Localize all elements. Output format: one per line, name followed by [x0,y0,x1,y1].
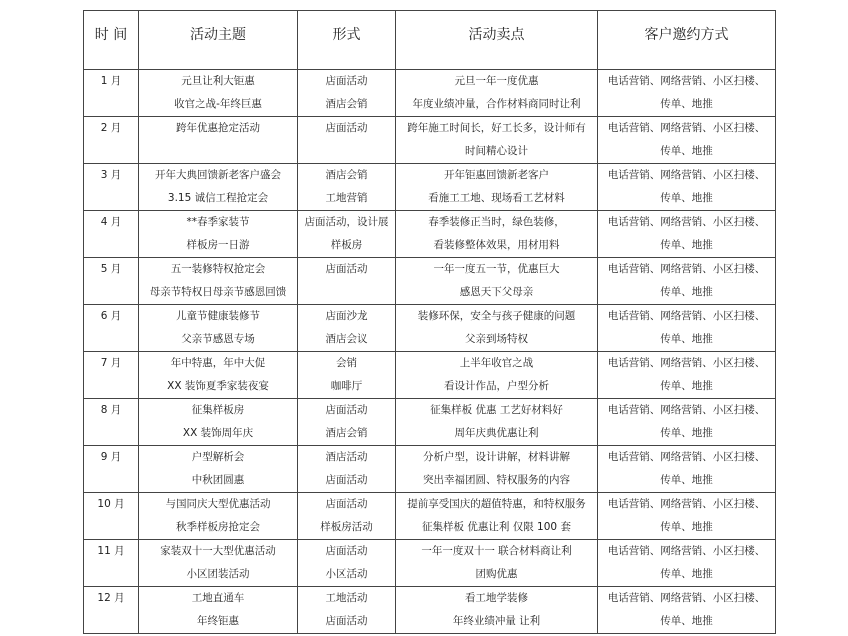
invite-method-cell [598,164,776,211]
selling-points-cell-line: 年度业绩冲量，合作材料商同时让利 [412,98,581,110]
selling-points-cell [396,117,598,164]
invite-method-cell [598,493,776,540]
theme-cell [139,211,298,258]
invite-method-cell-line: 传单、地推 [660,98,713,110]
selling-points-cell-line: 元旦一年一度优惠 [454,75,539,87]
theme-cell [139,352,298,399]
selling-points-cell [396,211,598,258]
theme-cell-line: 征集样板房 [191,404,245,416]
month-cell: 1 月 [84,70,139,117]
theme-cell-line: 小区团装活动 [186,568,250,580]
form-cell [298,587,396,634]
form-cell-line: 店面活动 [325,545,368,557]
invite-method-cell-line: 电话营销、网络营销、小区扫楼、 [607,498,766,510]
invite-method-cell-line: 传单、地推 [660,615,713,627]
selling-points-cell-line: 看装修整体效果，用材用料 [433,239,560,251]
invite-method-cell-line: 电话营销、网络营销、小区扫楼、 [607,216,766,228]
invite-method-cell-line: 传单、地推 [660,474,713,486]
theme-cell-line: 儿童节健康装修节 [176,310,260,322]
selling-points-cell-line: 一年一度五一节，优惠巨大 [433,263,560,275]
selling-points-cell-line: 上半年收官之战 [459,357,534,369]
invite-method-cell-line: 传单、地推 [660,333,713,345]
invite-method-cell [598,117,776,164]
month-cell: 7 月 [84,352,139,399]
theme-cell-line: 中秋团圆惠 [191,474,245,486]
form-cell-line: 会销 [336,357,357,369]
theme-cell [139,493,298,540]
month-cell: 8 月 [84,399,139,446]
selling-points-cell-line: 看工地学装修 [465,592,528,604]
invite-method-cell-line: 电话营销、网络营销、小区扫楼、 [607,545,766,557]
form-cell-line: 工地活动 [325,592,368,604]
table-row [84,258,776,305]
invite-method-cell [598,399,776,446]
theme-cell [139,446,298,493]
theme-cell-line: 与国同庆大型优惠活动 [165,498,271,510]
theme-cell-line: 3.15 诚信工程抢定会 [167,192,269,204]
theme-cell-line: 跨年优惠抢定活动 [176,122,260,134]
form-cell-line: 小区活动 [325,568,368,580]
month-cell: 4 月 [84,211,139,258]
invite-method-cell-line: 电话营销、网络营销、小区扫楼、 [607,75,766,87]
month-cell: 11 月 [84,540,139,587]
invite-method-cell-line: 传单、地推 [660,427,713,439]
invite-method-cell-line: 电话营销、网络营销、小区扫楼、 [607,404,766,416]
month-cell: 3 月 [84,164,139,211]
form-cell-line: 工地营销 [325,192,368,204]
form-cell [298,211,396,258]
form-cell-line: 店面活动 [325,498,368,510]
form-cell-line: 店面沙龙 [325,310,368,322]
selling-points-cell [396,587,598,634]
selling-points-cell-line: 感恩天下父母亲 [459,286,534,298]
invite-method-cell-line: 传单、地推 [660,380,713,392]
form-cell-line: 店面活动 [325,474,368,486]
theme-cell-line: XX 装饰夏季家装夜宴 [167,380,269,392]
selling-points-cell-line: 装修环保，安全与孩子健康的问题 [417,310,576,322]
form-cell-line: 样板房活动 [320,521,373,533]
form-cell [298,399,396,446]
selling-points-cell-line: 年终业绩冲量 让利 [452,615,541,627]
selling-points-cell [396,164,598,211]
selling-points-cell-line: 看设计作品，户型分析 [444,380,549,392]
table-row [84,587,776,634]
theme-cell-line: 开年大典回馈新老客户盛会 [155,169,281,181]
form-cell-line: 店面活动 [325,122,368,134]
month-cell: 9 月 [84,446,139,493]
form-cell [298,540,396,587]
selling-points-cell-line: 征集样板 优惠让利 仅限 100 套 [422,521,571,533]
selling-points-cell [396,352,598,399]
selling-points-cell-line: 看施工工地、现场看工艺材料 [428,192,565,204]
form-cell [298,352,396,399]
theme-cell [139,587,298,634]
invite-method-cell-line: 电话营销、网络营销、小区扫楼、 [607,169,766,181]
table-row [84,493,776,540]
selling-points-cell [396,258,598,305]
theme-cell [139,399,298,446]
form-cell-line: 酒店会销 [325,169,368,181]
table-row [84,211,776,258]
month-cell: 5 月 [84,258,139,305]
header-theme: 活动主题 [139,11,298,70]
theme-cell-line: 秋季样板房抢定会 [176,521,260,533]
form-cell-line: 店面活动，设计展 [304,216,389,228]
theme-cell-line: 工地直通车 [191,592,245,604]
theme-cell-line: 样板房一日游 [186,239,250,251]
selling-points-cell-line: 春季装修正当时，绿色装修， [428,216,565,228]
activity-plan-table [83,10,776,634]
theme-cell [139,70,298,117]
invite-method-cell [598,258,776,305]
selling-points-cell-line: 开年钜惠回馈新老客户 [444,169,549,181]
selling-points-cell [396,540,598,587]
header-form: 形式 [298,11,396,70]
selling-points-cell [396,305,598,352]
header-row [84,11,776,70]
invite-method-cell [598,540,776,587]
header-time: 时 间 [84,11,139,70]
month-cell: 6 月 [84,305,139,352]
selling-points-cell [396,399,598,446]
invite-method-cell [598,305,776,352]
selling-points-cell-line: 跨年施工时间长，好工长多，设计师有 [407,122,586,134]
invite-method-cell-line: 电话营销、网络营销、小区扫楼、 [607,122,766,134]
selling-points-cell-line: 分析户型，设计讲解，材料讲解 [423,451,570,463]
table-row [84,117,776,164]
form-cell-line: 样板房 [330,239,363,251]
month-cell: 12 月 [84,587,139,634]
invite-method-cell [598,211,776,258]
theme-cell-line: **春季家装节 [186,216,250,228]
form-cell-line [298,140,395,163]
selling-points-cell-line: 突出幸福团圆、特权服务的内容 [423,474,570,486]
table-row [84,305,776,352]
form-cell-line: 酒店会销 [325,427,368,439]
theme-cell [139,305,298,352]
selling-points-cell-line: 征集样板 优惠 工艺好材料好 [430,404,563,416]
invite-method-cell [598,446,776,493]
table-row [84,540,776,587]
form-cell [298,70,396,117]
theme-cell [139,258,298,305]
invite-method-cell-line: 传单、地推 [660,239,713,251]
form-cell-line: 店面活动 [325,75,368,87]
month-cell: 2 月 [84,117,139,164]
form-cell-line [298,281,395,304]
theme-cell-line: 年中特惠，年中大促 [170,357,266,369]
invite-method-cell-line: 传单、地推 [660,192,713,204]
invite-method-cell-line: 传单、地推 [660,568,713,580]
selling-points-cell-line: 时间精心设计 [465,145,528,157]
invite-method-cell-line: 传单、地推 [660,286,713,298]
month-cell: 10 月 [84,493,139,540]
selling-points-cell [396,493,598,540]
form-cell [298,493,396,540]
invite-method-cell-line: 电话营销、网络营销、小区扫楼、 [607,357,766,369]
invite-method-cell-line: 传单、地推 [660,145,713,157]
theme-cell-line: XX 装饰周年庆 [182,427,254,439]
table-row [84,446,776,493]
invite-method-cell-line: 电话营销、网络营销、小区扫楼、 [607,310,766,322]
form-cell-line: 店面活动 [325,404,368,416]
selling-points-cell [396,70,598,117]
selling-points-cell-line: 父亲到场特权 [465,333,528,345]
invite-method-cell-line: 传单、地推 [660,521,713,533]
selling-points-cell-line: 一年一度双十一 联合材料商让利 [421,545,572,557]
invite-method-cell [598,352,776,399]
form-cell [298,446,396,493]
theme-cell-line: 收官之战-年终巨惠 [174,98,262,110]
invite-method-cell-line: 电话营销、网络营销、小区扫楼、 [607,451,766,463]
invite-method-cell [598,70,776,117]
selling-points-cell [396,446,598,493]
invite-method-cell-line: 电话营销、网络营销、小区扫楼、 [607,592,766,604]
form-cell-line: 店面活动 [325,263,368,275]
form-cell [298,305,396,352]
header-invite-method: 客户邀约方式 [598,11,776,70]
form-cell [298,117,396,164]
theme-cell [139,540,298,587]
invite-method-cell-line: 电话营销、网络营销、小区扫楼、 [607,263,766,275]
invite-method-cell [598,587,776,634]
theme-cell-line: 父亲节感恩专场 [181,333,255,345]
theme-cell [139,117,298,164]
table-row [84,399,776,446]
table-row [84,352,776,399]
selling-points-cell-line: 提前享受国庆的超值特惠，和特权服务 [407,498,586,510]
form-cell-line: 咖啡厅 [330,380,363,392]
table-row [84,70,776,117]
form-cell-line: 酒店会销 [325,98,368,110]
form-cell-line: 酒店会议 [325,333,368,345]
selling-points-cell-line: 团购优惠 [475,568,518,580]
theme-cell-line: 户型解析会 [191,451,245,463]
theme-cell-line: 家装双十一大型优惠活动 [160,545,276,557]
theme-cell-line [139,140,297,163]
theme-cell-line: 母亲节特权日母亲节感恩回馈 [149,286,287,298]
form-cell [298,258,396,305]
header-selling-points: 活动卖点 [396,11,598,70]
selling-points-cell-line: 周年庆典优惠让利 [454,427,539,439]
form-cell-line: 酒店活动 [325,451,368,463]
theme-cell-line: 年终钜惠 [197,615,239,627]
theme-cell [139,164,298,211]
table-row [84,164,776,211]
form-cell-line: 店面活动 [325,615,368,627]
form-cell [298,164,396,211]
theme-cell-line: 五一装修特权抢定会 [170,263,266,275]
theme-cell-line: 元旦让利大钜惠 [181,75,255,87]
